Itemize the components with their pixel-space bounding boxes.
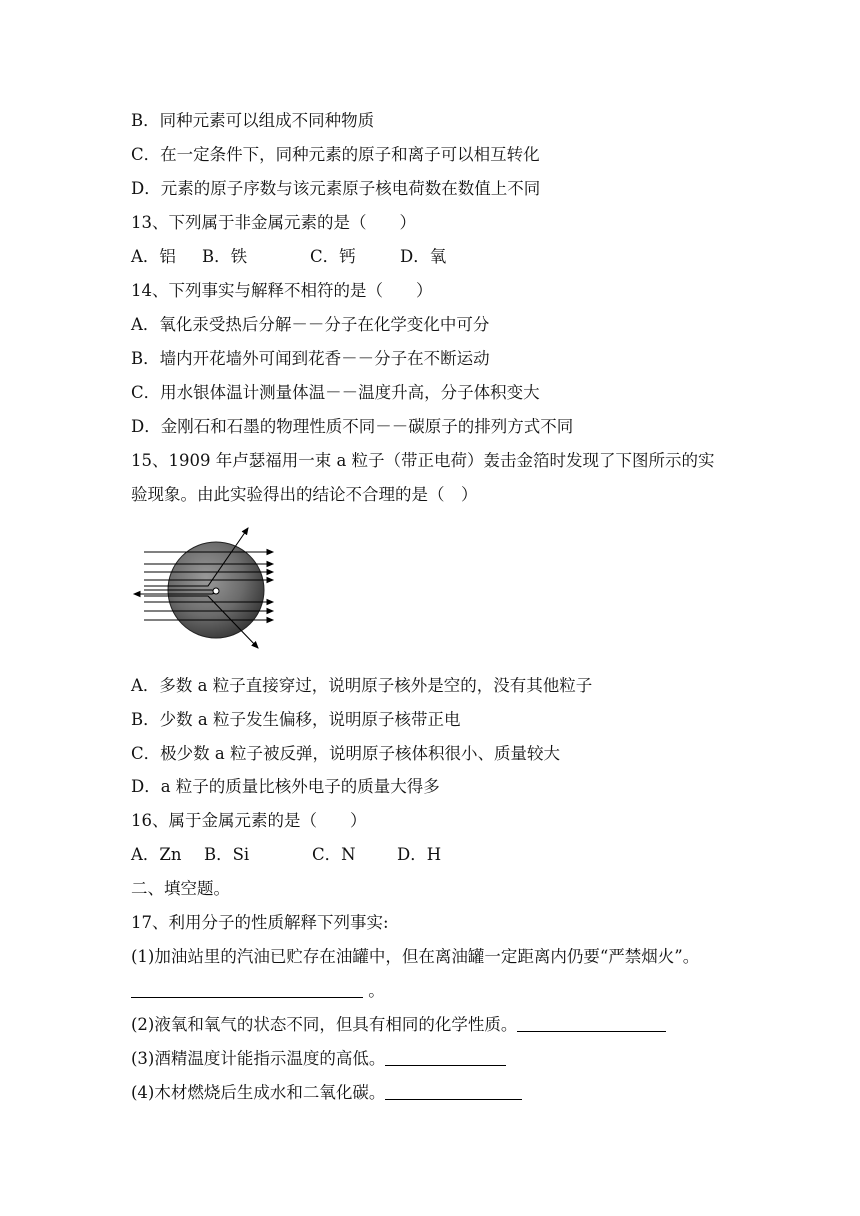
q13-option-c: C．钙: [310, 247, 356, 266]
q15-stem-line2: 验现象。由此实验得出的结论不合理的是（ ）: [131, 485, 478, 504]
q13-option-b: B．铁: [202, 247, 248, 266]
q16-stem: 16、属于金属元素的是（ ）: [131, 811, 367, 830]
q13-stem: 13、下列属于非金属元素的是（ ）: [131, 213, 416, 232]
q15-option-d: D．a 粒子的质量比核外电子的质量大得多: [131, 777, 440, 796]
q16-option-d: D．H: [397, 845, 442, 864]
q17-stem: 17、利用分子的性质解释下列事实:: [131, 913, 389, 932]
q17-item-3-text: (3)酒精温度计能指示温度的高低。: [131, 1049, 386, 1068]
q17-item-4: [131, 1083, 522, 1103]
q15-stem-line1: 15、1909 年卢瑟福用一束 a 粒子（带正电荷）轰击金箔时发现了下图所示的实: [131, 451, 715, 470]
q15-option-b: B．少数 a 粒子发生偏移，说明原子核带正电: [131, 710, 461, 729]
q14-option-a: A．氧化汞受热后分解－－分子在化学变化中可分: [131, 315, 490, 334]
q17-item-1-answer[interactable]: [131, 981, 385, 1001]
q16-option-b: B．Si: [204, 845, 250, 864]
q16-option-a: A．Zn: [131, 845, 182, 864]
q12-option-c: C．在一定条件下，同种元素的原子和离子可以相互转化: [131, 145, 540, 164]
section-title: 二、填空题。: [131, 879, 230, 898]
q13-options: [131, 247, 446, 267]
q17-item-2-text: (2)液氧和氧气的状态不同，但具有相同的化学性质。: [131, 1015, 518, 1034]
answer-blank-3[interactable]: [385, 1049, 506, 1066]
q17-item-1: (1)加油站里的汽油已贮存在油罐中，但在离油罐一定距离内仍要“严禁烟火”。: [131, 947, 700, 966]
rutherford-scattering-diagram: [128, 520, 280, 660]
q12-option-b: B．同种元素可以组成不同种物质: [131, 111, 375, 130]
q17-item-2: [131, 1015, 666, 1035]
q15-option-a: A．多数 a 粒子直接穿过，说明原子核外是空的，没有其他粒子: [131, 676, 593, 695]
answer-blank-2[interactable]: [517, 1015, 666, 1032]
q17-item-3: [131, 1049, 506, 1069]
q14-option-d: D．金刚石和石墨的物理性质不同－－碳原子的排列方式不同: [131, 417, 574, 436]
q16-options: [131, 845, 441, 865]
q17-item-4-text: (4)木材燃烧后生成水和二氧化碳。: [131, 1083, 386, 1102]
q13-option-a: A．铝: [131, 247, 176, 266]
answer-blank-1[interactable]: [131, 981, 363, 998]
q14-stem: 14、下列事实与解释不相符的是（ ）: [131, 281, 433, 300]
nucleus: [213, 588, 219, 594]
q17-item-1-end: 。: [368, 981, 385, 1000]
q12-option-d: D．元素的原子序数与该元素原子核电荷数在数值上不同: [131, 179, 541, 198]
q13-option-d: D．氧: [400, 247, 447, 266]
q14-option-b: B．墙内开花墙外可闻到花香－－分子在不断运动: [131, 349, 490, 368]
q14-option-c: C．用水银体温计测量体温－－温度升高，分子体积变大: [131, 383, 540, 402]
q16-option-c: C．N: [312, 845, 356, 864]
answer-blank-4[interactable]: [385, 1083, 522, 1100]
q15-option-c: C．极少数 a 粒子被反弹，说明原子核体积很小、质量较大: [131, 744, 560, 763]
